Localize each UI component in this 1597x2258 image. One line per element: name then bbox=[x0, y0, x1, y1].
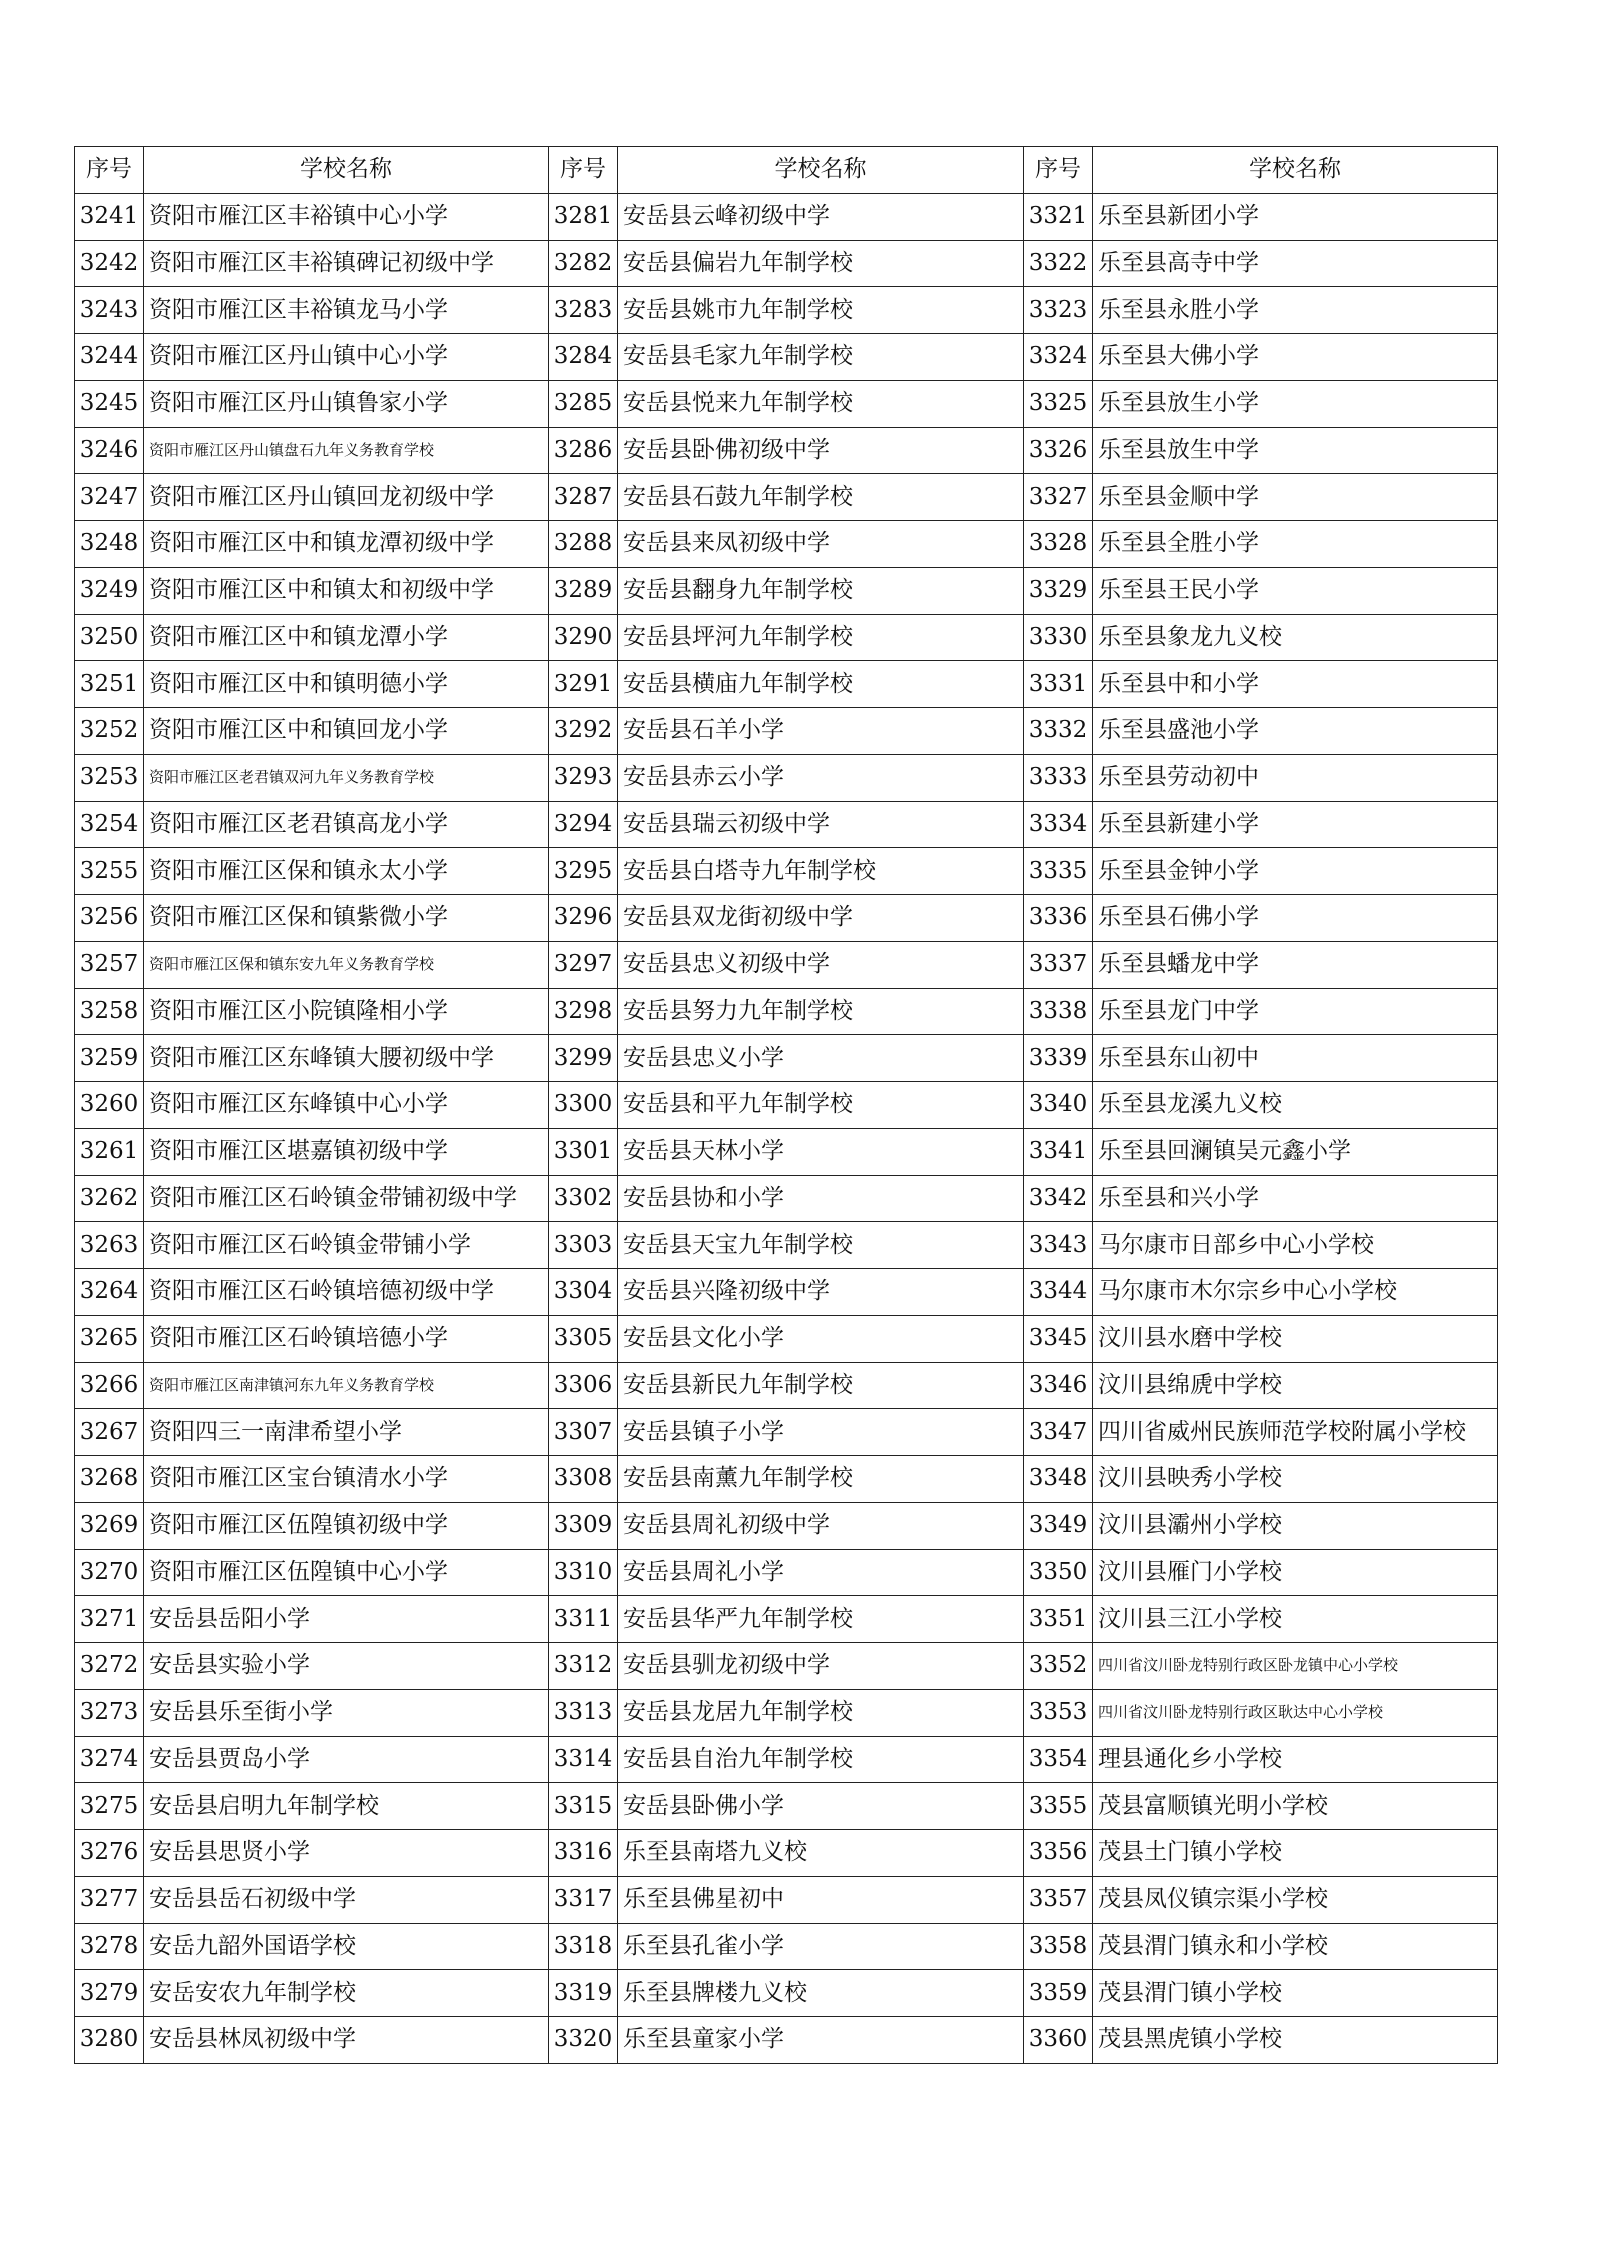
school-name-cell: 茂县凤仪镇宗渠小学校 bbox=[1093, 1876, 1498, 1923]
serial-number-cell: 3246 bbox=[75, 427, 144, 474]
serial-number-cell: 3315 bbox=[549, 1783, 618, 1830]
school-name-cell: 安岳县乐至街小学 bbox=[144, 1689, 549, 1736]
school-name-cell: 资阳市雁江区中和镇回龙小学 bbox=[144, 708, 549, 755]
serial-number-cell: 3272 bbox=[75, 1643, 144, 1690]
school-name-cell: 安岳县偏岩九年制学校 bbox=[618, 240, 1024, 287]
school-name-cell: 安岳县新民九年制学校 bbox=[618, 1362, 1024, 1409]
serial-number-cell: 3311 bbox=[549, 1596, 618, 1643]
school-name-cell: 乐至县东山初中 bbox=[1093, 1035, 1498, 1082]
serial-number-cell: 3277 bbox=[75, 1876, 144, 1923]
school-name-cell: 乐至县新建小学 bbox=[1093, 801, 1498, 848]
serial-number-cell: 3317 bbox=[549, 1876, 618, 1923]
table-row bbox=[75, 1689, 1498, 1736]
school-name-cell: 乐至县劳动初中 bbox=[1093, 754, 1498, 801]
school-name-cell: 汶川县水磨中学校 bbox=[1093, 1315, 1498, 1362]
school-name-cell: 马尔康市日部乡中心小学校 bbox=[1093, 1222, 1498, 1269]
serial-number-cell: 3325 bbox=[1024, 380, 1093, 427]
serial-number-cell: 3321 bbox=[1024, 193, 1093, 240]
header-school-name-2: 学校名称 bbox=[618, 147, 1024, 194]
school-name-cell: 安岳县贾岛小学 bbox=[144, 1736, 549, 1783]
serial-number-cell: 3348 bbox=[1024, 1456, 1093, 1503]
serial-number-cell: 3359 bbox=[1024, 1970, 1093, 2017]
school-name-cell: 安岳县白塔寺九年制学校 bbox=[618, 848, 1024, 895]
school-name-cell: 乐至县盛池小学 bbox=[1093, 708, 1498, 755]
school-name-cell: 资阳市雁江区丹山镇回龙初级中学 bbox=[144, 474, 549, 521]
school-name-cell: 安岳九韶外国语学校 bbox=[144, 1923, 549, 1970]
school-name-cell: 安岳县岳阳小学 bbox=[144, 1596, 549, 1643]
school-name-cell: 安岳县周礼初级中学 bbox=[618, 1502, 1024, 1549]
serial-number-cell: 3252 bbox=[75, 708, 144, 755]
serial-number-cell: 3269 bbox=[75, 1502, 144, 1549]
school-name-cell: 乐至县回澜镇吴元鑫小学 bbox=[1093, 1128, 1498, 1175]
table-row bbox=[75, 1502, 1498, 1549]
school-name-cell: 资阳市雁江区老君镇双河九年义务教育学校 bbox=[144, 754, 549, 801]
school-name-cell: 乐至县南塔九义校 bbox=[618, 1830, 1024, 1877]
school-name-cell: 安岳县横庙九年制学校 bbox=[618, 661, 1024, 708]
serial-number-cell: 3306 bbox=[549, 1362, 618, 1409]
school-name-cell: 资阳市雁江区中和镇龙潭初级中学 bbox=[144, 521, 549, 568]
serial-number-cell: 3338 bbox=[1024, 988, 1093, 1035]
school-name-cell: 安岳县龙居九年制学校 bbox=[618, 1689, 1024, 1736]
serial-number-cell: 3357 bbox=[1024, 1876, 1093, 1923]
school-name-cell: 安岳县林凤初级中学 bbox=[144, 2017, 549, 2064]
serial-number-cell: 3308 bbox=[549, 1456, 618, 1503]
serial-number-cell: 3341 bbox=[1024, 1128, 1093, 1175]
serial-number-cell: 3243 bbox=[75, 287, 144, 334]
school-name-cell: 安岳县周礼小学 bbox=[618, 1549, 1024, 1596]
school-name-cell: 茂县渭门镇永和小学校 bbox=[1093, 1923, 1498, 1970]
school-name-cell: 茂县黑虎镇小学校 bbox=[1093, 2017, 1498, 2064]
serial-number-cell: 3242 bbox=[75, 240, 144, 287]
school-name-cell: 乐至县大佛小学 bbox=[1093, 334, 1498, 381]
school-name-cell: 安岳县启明九年制学校 bbox=[144, 1783, 549, 1830]
school-name-cell: 乐至县童家小学 bbox=[618, 2017, 1024, 2064]
serial-number-cell: 3279 bbox=[75, 1970, 144, 2017]
school-name-cell: 安岳县努力九年制学校 bbox=[618, 988, 1024, 1035]
serial-number-cell: 3273 bbox=[75, 1689, 144, 1736]
serial-number-cell: 3328 bbox=[1024, 521, 1093, 568]
school-name-cell: 安岳县双龙街初级中学 bbox=[618, 895, 1024, 942]
school-name-cell: 安岳县协和小学 bbox=[618, 1175, 1024, 1222]
school-name-cell: 资阳市雁江区中和镇明德小学 bbox=[144, 661, 549, 708]
serial-number-cell: 3327 bbox=[1024, 474, 1093, 521]
serial-number-cell: 3313 bbox=[549, 1689, 618, 1736]
school-name-cell: 资阳市雁江区石岭镇金带铺初级中学 bbox=[144, 1175, 549, 1222]
school-name-cell: 理县通化乡小学校 bbox=[1093, 1736, 1498, 1783]
serial-number-cell: 3262 bbox=[75, 1175, 144, 1222]
school-name-cell: 四川省汶川卧龙特别行政区耿达中心小学校 bbox=[1093, 1689, 1498, 1736]
school-name-cell: 资阳市雁江区石岭镇培德初级中学 bbox=[144, 1269, 549, 1316]
table-row bbox=[75, 1923, 1498, 1970]
serial-number-cell: 3333 bbox=[1024, 754, 1093, 801]
serial-number-cell: 3353 bbox=[1024, 1689, 1093, 1736]
serial-number-cell: 3354 bbox=[1024, 1736, 1093, 1783]
serial-number-cell: 3296 bbox=[549, 895, 618, 942]
school-name-cell: 茂县土门镇小学校 bbox=[1093, 1830, 1498, 1877]
school-name-cell: 安岳县瑞云初级中学 bbox=[618, 801, 1024, 848]
school-name-cell: 资阳市雁江区中和镇太和初级中学 bbox=[144, 567, 549, 614]
school-name-cell: 汶川县映秀小学校 bbox=[1093, 1456, 1498, 1503]
school-name-cell: 汶川县雁门小学校 bbox=[1093, 1549, 1498, 1596]
table-row bbox=[75, 1456, 1498, 1503]
serial-number-cell: 3258 bbox=[75, 988, 144, 1035]
school-name-cell: 资阳市雁江区南津镇河东九年义务教育学校 bbox=[144, 1362, 549, 1409]
serial-number-cell: 3289 bbox=[549, 567, 618, 614]
school-name-cell: 资阳市雁江区东峰镇中心小学 bbox=[144, 1082, 549, 1129]
serial-number-cell: 3356 bbox=[1024, 1830, 1093, 1877]
school-name-cell: 安岳县镇子小学 bbox=[618, 1409, 1024, 1456]
table-row bbox=[75, 240, 1498, 287]
school-name-cell: 资阳市雁江区丹山镇盘石九年义务教育学校 bbox=[144, 427, 549, 474]
table-row bbox=[75, 1175, 1498, 1222]
school-name-cell: 安岳县云峰初级中学 bbox=[618, 193, 1024, 240]
school-name-cell: 汶川县灞州小学校 bbox=[1093, 1502, 1498, 1549]
school-name-cell: 茂县渭门镇小学校 bbox=[1093, 1970, 1498, 2017]
serial-number-cell: 3249 bbox=[75, 567, 144, 614]
serial-number-cell: 3323 bbox=[1024, 287, 1093, 334]
school-name-cell: 安岳县翻身九年制学校 bbox=[618, 567, 1024, 614]
serial-number-cell: 3330 bbox=[1024, 614, 1093, 661]
serial-number-cell: 3297 bbox=[549, 941, 618, 988]
serial-number-cell: 3292 bbox=[549, 708, 618, 755]
serial-number-cell: 3276 bbox=[75, 1830, 144, 1877]
serial-number-cell: 3320 bbox=[549, 2017, 618, 2064]
serial-number-cell: 3345 bbox=[1024, 1315, 1093, 1362]
school-name-cell: 四川省汶川卧龙特别行政区卧龙镇中心小学校 bbox=[1093, 1643, 1498, 1690]
school-name-cell: 资阳市雁江区丰裕镇中心小学 bbox=[144, 193, 549, 240]
serial-number-cell: 3257 bbox=[75, 941, 144, 988]
school-name-cell: 资阳市雁江区丹山镇中心小学 bbox=[144, 334, 549, 381]
serial-number-cell: 3326 bbox=[1024, 427, 1093, 474]
serial-number-cell: 3314 bbox=[549, 1736, 618, 1783]
school-name-cell: 资阳市雁江区东峰镇大腰初级中学 bbox=[144, 1035, 549, 1082]
serial-number-cell: 3247 bbox=[75, 474, 144, 521]
serial-number-cell: 3344 bbox=[1024, 1269, 1093, 1316]
table-row bbox=[75, 708, 1498, 755]
serial-number-cell: 3304 bbox=[549, 1269, 618, 1316]
school-name-cell: 乐至县王民小学 bbox=[1093, 567, 1498, 614]
serial-number-cell: 3260 bbox=[75, 1082, 144, 1129]
school-name-cell: 资阳市雁江区丰裕镇龙马小学 bbox=[144, 287, 549, 334]
table-row bbox=[75, 521, 1498, 568]
school-name-cell: 资阳市雁江区伍隍镇中心小学 bbox=[144, 1549, 549, 1596]
school-name-cell: 资阳市雁江区丹山镇鲁家小学 bbox=[144, 380, 549, 427]
table-row bbox=[75, 614, 1498, 661]
school-name-cell: 资阳四三一南津希望小学 bbox=[144, 1409, 549, 1456]
serial-number-cell: 3351 bbox=[1024, 1596, 1093, 1643]
school-name-cell: 资阳市雁江区石岭镇培德小学 bbox=[144, 1315, 549, 1362]
serial-number-cell: 3265 bbox=[75, 1315, 144, 1362]
school-name-cell: 资阳市雁江区保和镇永太小学 bbox=[144, 848, 549, 895]
serial-number-cell: 3331 bbox=[1024, 661, 1093, 708]
school-name-cell: 乐至县高寺中学 bbox=[1093, 240, 1498, 287]
school-name-cell: 安岳县毛家九年制学校 bbox=[618, 334, 1024, 381]
serial-number-cell: 3281 bbox=[549, 193, 618, 240]
table-row bbox=[75, 1362, 1498, 1409]
table-row bbox=[75, 193, 1498, 240]
school-name-cell: 安岳县南薰九年制学校 bbox=[618, 1456, 1024, 1503]
serial-number-cell: 3241 bbox=[75, 193, 144, 240]
table-row bbox=[75, 661, 1498, 708]
serial-number-cell: 3335 bbox=[1024, 848, 1093, 895]
school-name-cell: 乐至县放生小学 bbox=[1093, 380, 1498, 427]
serial-number-cell: 3284 bbox=[549, 334, 618, 381]
school-name-cell: 安岳县忠义小学 bbox=[618, 1035, 1024, 1082]
table-row bbox=[75, 1970, 1498, 2017]
school-name-cell: 乐至县牌楼九义校 bbox=[618, 1970, 1024, 2017]
serial-number-cell: 3293 bbox=[549, 754, 618, 801]
school-name-cell: 安岳县石羊小学 bbox=[618, 708, 1024, 755]
school-name-cell: 乐至县中和小学 bbox=[1093, 661, 1498, 708]
school-name-cell: 资阳市雁江区中和镇龙潭小学 bbox=[144, 614, 549, 661]
serial-number-cell: 3245 bbox=[75, 380, 144, 427]
school-name-cell: 安岳县卧佛小学 bbox=[618, 1783, 1024, 1830]
serial-number-cell: 3254 bbox=[75, 801, 144, 848]
serial-number-cell: 3255 bbox=[75, 848, 144, 895]
school-name-cell: 乐至县孔雀小学 bbox=[618, 1923, 1024, 1970]
serial-number-cell: 3307 bbox=[549, 1409, 618, 1456]
table-row bbox=[75, 1876, 1498, 1923]
serial-number-cell: 3266 bbox=[75, 1362, 144, 1409]
table-row bbox=[75, 1128, 1498, 1175]
school-name-cell: 乐至县永胜小学 bbox=[1093, 287, 1498, 334]
school-name-cell: 乐至县新团小学 bbox=[1093, 193, 1498, 240]
school-name-cell: 乐至县金钟小学 bbox=[1093, 848, 1498, 895]
table-row bbox=[75, 895, 1498, 942]
table-row bbox=[75, 287, 1498, 334]
serial-number-cell: 3300 bbox=[549, 1082, 618, 1129]
serial-number-cell: 3347 bbox=[1024, 1409, 1093, 1456]
school-name-cell: 安岳县悦来九年制学校 bbox=[618, 380, 1024, 427]
serial-number-cell: 3339 bbox=[1024, 1035, 1093, 1082]
table-row bbox=[75, 1222, 1498, 1269]
school-name-cell: 安岳县天林小学 bbox=[618, 1128, 1024, 1175]
serial-number-cell: 3305 bbox=[549, 1315, 618, 1362]
school-name-cell: 乐至县蟠龙中学 bbox=[1093, 941, 1498, 988]
serial-number-cell: 3280 bbox=[75, 2017, 144, 2064]
serial-number-cell: 3350 bbox=[1024, 1549, 1093, 1596]
serial-number-cell: 3340 bbox=[1024, 1082, 1093, 1129]
school-name-cell: 资阳市雁江区保和镇东安九年义务教育学校 bbox=[144, 941, 549, 988]
serial-number-cell: 3287 bbox=[549, 474, 618, 521]
school-name-cell: 安岳县卧佛初级中学 bbox=[618, 427, 1024, 474]
serial-number-cell: 3301 bbox=[549, 1128, 618, 1175]
table-row bbox=[75, 1830, 1498, 1877]
serial-number-cell: 3332 bbox=[1024, 708, 1093, 755]
serial-number-cell: 3294 bbox=[549, 801, 618, 848]
header-serial-1: 序号 bbox=[75, 147, 144, 194]
serial-number-cell: 3285 bbox=[549, 380, 618, 427]
serial-number-cell: 3259 bbox=[75, 1035, 144, 1082]
school-name-cell: 安岳县岳石初级中学 bbox=[144, 1876, 549, 1923]
serial-number-cell: 3358 bbox=[1024, 1923, 1093, 1970]
table-row bbox=[75, 567, 1498, 614]
serial-number-cell: 3267 bbox=[75, 1409, 144, 1456]
header-serial-2: 序号 bbox=[549, 147, 618, 194]
table-row bbox=[75, 1082, 1498, 1129]
serial-number-cell: 3342 bbox=[1024, 1175, 1093, 1222]
school-name-cell: 乐至县佛星初中 bbox=[618, 1876, 1024, 1923]
school-name-cell: 乐至县放生中学 bbox=[1093, 427, 1498, 474]
table-row bbox=[75, 474, 1498, 521]
school-name-cell: 安岳县忠义初级中学 bbox=[618, 941, 1024, 988]
serial-number-cell: 3268 bbox=[75, 1456, 144, 1503]
serial-number-cell: 3283 bbox=[549, 287, 618, 334]
school-name-cell: 汶川县三江小学校 bbox=[1093, 1596, 1498, 1643]
serial-number-cell: 3334 bbox=[1024, 801, 1093, 848]
serial-number-cell: 3271 bbox=[75, 1596, 144, 1643]
serial-number-cell: 3337 bbox=[1024, 941, 1093, 988]
school-name-cell: 安岳县思贤小学 bbox=[144, 1830, 549, 1877]
school-name-cell: 安岳县姚市九年制学校 bbox=[618, 287, 1024, 334]
school-name-cell: 乐至县龙溪九义校 bbox=[1093, 1082, 1498, 1129]
school-name-cell: 安岳县赤云小学 bbox=[618, 754, 1024, 801]
serial-number-cell: 3275 bbox=[75, 1783, 144, 1830]
header-school-name-3: 学校名称 bbox=[1093, 147, 1498, 194]
table-row bbox=[75, 941, 1498, 988]
serial-number-cell: 3295 bbox=[549, 848, 618, 895]
school-name-cell: 资阳市雁江区宝台镇清水小学 bbox=[144, 1456, 549, 1503]
school-name-cell: 汶川县绵虒中学校 bbox=[1093, 1362, 1498, 1409]
serial-number-cell: 3270 bbox=[75, 1549, 144, 1596]
school-name-cell: 安岳县天宝九年制学校 bbox=[618, 1222, 1024, 1269]
serial-number-cell: 3303 bbox=[549, 1222, 618, 1269]
table-row bbox=[75, 334, 1498, 381]
serial-number-cell: 3264 bbox=[75, 1269, 144, 1316]
table-row bbox=[75, 1736, 1498, 1783]
school-name-cell: 安岳县实验小学 bbox=[144, 1643, 549, 1690]
serial-number-cell: 3274 bbox=[75, 1736, 144, 1783]
school-name-cell: 安岳县驯龙初级中学 bbox=[618, 1643, 1024, 1690]
table-row bbox=[75, 427, 1498, 474]
serial-number-cell: 3261 bbox=[75, 1128, 144, 1175]
serial-number-cell: 3263 bbox=[75, 1222, 144, 1269]
school-name-cell: 资阳市雁江区小院镇隆相小学 bbox=[144, 988, 549, 1035]
school-name-cell: 马尔康市木尔宗乡中心小学校 bbox=[1093, 1269, 1498, 1316]
school-name-cell: 乐至县全胜小学 bbox=[1093, 521, 1498, 568]
school-name-cell: 资阳市雁江区石岭镇金带铺小学 bbox=[144, 1222, 549, 1269]
serial-number-cell: 3352 bbox=[1024, 1643, 1093, 1690]
serial-number-cell: 3322 bbox=[1024, 240, 1093, 287]
serial-number-cell: 3251 bbox=[75, 661, 144, 708]
serial-number-cell: 3298 bbox=[549, 988, 618, 1035]
header-row bbox=[75, 147, 1498, 194]
school-name-cell: 乐至县和兴小学 bbox=[1093, 1175, 1498, 1222]
serial-number-cell: 3312 bbox=[549, 1643, 618, 1690]
table-row bbox=[75, 1315, 1498, 1362]
serial-number-cell: 3329 bbox=[1024, 567, 1093, 614]
table-row bbox=[75, 2017, 1498, 2064]
table-row bbox=[75, 848, 1498, 895]
table-row bbox=[75, 1035, 1498, 1082]
serial-number-cell: 3256 bbox=[75, 895, 144, 942]
header-serial-3: 序号 bbox=[1024, 147, 1093, 194]
serial-number-cell: 3310 bbox=[549, 1549, 618, 1596]
serial-number-cell: 3324 bbox=[1024, 334, 1093, 381]
table-row bbox=[75, 1596, 1498, 1643]
school-name-cell: 资阳市雁江区堪嘉镇初级中学 bbox=[144, 1128, 549, 1175]
school-name-cell: 安岳县和平九年制学校 bbox=[618, 1082, 1024, 1129]
serial-number-cell: 3299 bbox=[549, 1035, 618, 1082]
serial-number-cell: 3319 bbox=[549, 1970, 618, 2017]
table-row bbox=[75, 1409, 1498, 1456]
serial-number-cell: 3290 bbox=[549, 614, 618, 661]
serial-number-cell: 3244 bbox=[75, 334, 144, 381]
school-name-cell: 安岳县坪河九年制学校 bbox=[618, 614, 1024, 661]
serial-number-cell: 3291 bbox=[549, 661, 618, 708]
serial-number-cell: 3343 bbox=[1024, 1222, 1093, 1269]
table-row bbox=[75, 1643, 1498, 1690]
table-row bbox=[75, 801, 1498, 848]
school-name-cell: 乐至县龙门中学 bbox=[1093, 988, 1498, 1035]
table-row bbox=[75, 1549, 1498, 1596]
serial-number-cell: 3278 bbox=[75, 1923, 144, 1970]
serial-number-cell: 3248 bbox=[75, 521, 144, 568]
school-name-cell: 乐至县石佛小学 bbox=[1093, 895, 1498, 942]
school-name-cell: 安岳县华严九年制学校 bbox=[618, 1596, 1024, 1643]
serial-number-cell: 3253 bbox=[75, 754, 144, 801]
school-name-cell: 安岳县来凤初级中学 bbox=[618, 521, 1024, 568]
school-name-cell: 四川省威州民族师范学校附属小学校 bbox=[1093, 1409, 1498, 1456]
school-name-cell: 资阳市雁江区丰裕镇碑记初级中学 bbox=[144, 240, 549, 287]
school-name-cell: 茂县富顺镇光明小学校 bbox=[1093, 1783, 1498, 1830]
table-row bbox=[75, 1783, 1498, 1830]
table-row bbox=[75, 754, 1498, 801]
serial-number-cell: 3336 bbox=[1024, 895, 1093, 942]
table-row bbox=[75, 1269, 1498, 1316]
school-name-cell: 安岳县文化小学 bbox=[618, 1315, 1024, 1362]
serial-number-cell: 3355 bbox=[1024, 1783, 1093, 1830]
school-name-cell: 乐至县金顺中学 bbox=[1093, 474, 1498, 521]
serial-number-cell: 3309 bbox=[549, 1502, 618, 1549]
serial-number-cell: 3346 bbox=[1024, 1362, 1093, 1409]
school-name-cell: 安岳县石鼓九年制学校 bbox=[618, 474, 1024, 521]
table-row bbox=[75, 380, 1498, 427]
school-name-cell: 安岳县自治九年制学校 bbox=[618, 1736, 1024, 1783]
school-name-cell: 安岳安农九年制学校 bbox=[144, 1970, 549, 2017]
header-school-name-1: 学校名称 bbox=[144, 147, 549, 194]
school-name-cell: 资阳市雁江区伍隍镇初级中学 bbox=[144, 1502, 549, 1549]
serial-number-cell: 3302 bbox=[549, 1175, 618, 1222]
school-name-cell: 乐至县象龙九义校 bbox=[1093, 614, 1498, 661]
serial-number-cell: 3316 bbox=[549, 1830, 618, 1877]
school-list-table bbox=[74, 146, 1498, 2064]
table-row bbox=[75, 988, 1498, 1035]
serial-number-cell: 3349 bbox=[1024, 1502, 1093, 1549]
serial-number-cell: 3318 bbox=[549, 1923, 618, 1970]
serial-number-cell: 3360 bbox=[1024, 2017, 1093, 2064]
serial-number-cell: 3282 bbox=[549, 240, 618, 287]
school-name-cell: 资阳市雁江区保和镇紫微小学 bbox=[144, 895, 549, 942]
school-name-cell: 安岳县兴隆初级中学 bbox=[618, 1269, 1024, 1316]
serial-number-cell: 3286 bbox=[549, 427, 618, 474]
serial-number-cell: 3250 bbox=[75, 614, 144, 661]
serial-number-cell: 3288 bbox=[549, 521, 618, 568]
school-name-cell: 资阳市雁江区老君镇高龙小学 bbox=[144, 801, 549, 848]
